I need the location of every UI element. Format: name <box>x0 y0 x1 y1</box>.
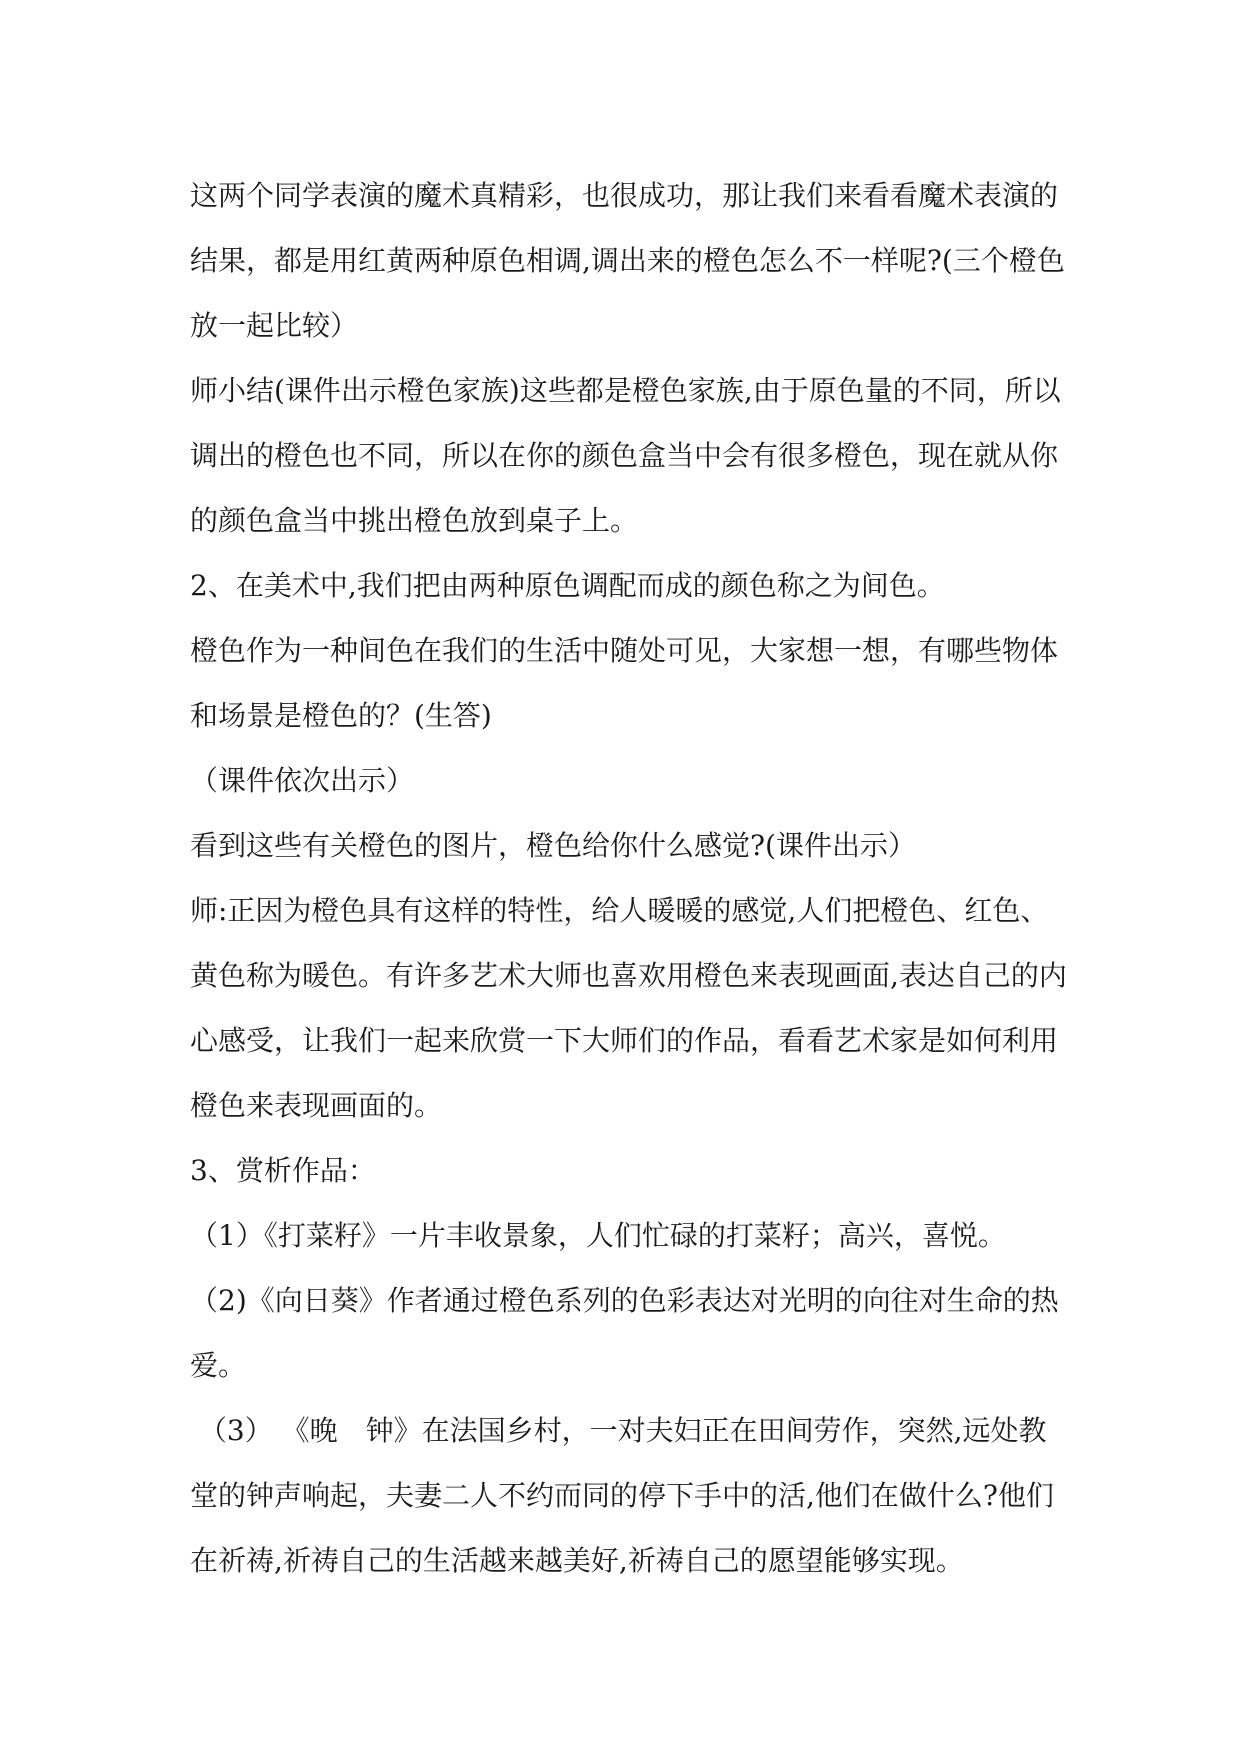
paragraph-artwork-3: （3） 《晚 钟》在法国乡村，一对夫妇正在田间劳作，突然,远处教堂的钟声响起，夫妻二人不约而同的停下手中的活,他们在做什么?他们在祈祷,祈祷自己的生活越来越美好,祈祷自己的愿望能够实现。 <box>190 1414 1054 1577</box>
paragraph-artwork-2: （2)《向日葵》作者通过橙色系列的色彩表达对光明的向往对生命的热爱。 <box>190 1284 1059 1382</box>
paragraph-secondary-color: 2、在美术中,我们把由两种原色调配而成的颜色称之为间色。 <box>190 569 945 602</box>
paragraph-appreciate-heading: 3、赏析作品： <box>190 1154 376 1187</box>
paragraph-orange-feeling: 看到这些有关橙色的图片，橙色给你什么感觉?(课件出示） <box>190 829 916 862</box>
paragraph-courseware-show: （课件依次出示） <box>190 764 415 797</box>
paragraph-magic-result: 这两个同学表演的魔术真精彩，也很成功，那让我们来看看魔术表演的结果，都是用红黄两种原色相调,调出来的橙色怎么不一样呢?(三个橙色放一起比较） <box>190 179 1065 342</box>
document-body <box>190 163 1070 1593</box>
paragraph-artwork-1: （1）《打菜籽》一片丰收景象，人们忙碌的打菜籽；高兴，喜悦。 <box>190 1219 1006 1252</box>
paragraph-warm-colors: 师:正因为橙色具有这样的特性，给人暖暖的感觉,人们把橙色、红色、黄色称为暖色。有许多艺术大师也喜欢用橙色来表现画面,表达自己的内心感受，让我们一起来欣赏一下大师们的作品，看看艺术家是如何利用橙色来表现画面的。 <box>190 894 1067 1122</box>
paragraph-orange-in-life: 橙色作为一种间色在我们的生活中随处可见，大家想一想，有哪些物体和场景是橙色的？(生答) <box>190 634 1059 732</box>
paragraph-teacher-summary: 师小结(课件出示橙色家族)这些都是橙色家族,由于原色量的不同，所以调出的橙色也不同，所以在你的颜色盒当中会有很多橙色，现在就从你的颜色盒当中挑出橙色放到桌子上。 <box>190 374 1061 537</box>
